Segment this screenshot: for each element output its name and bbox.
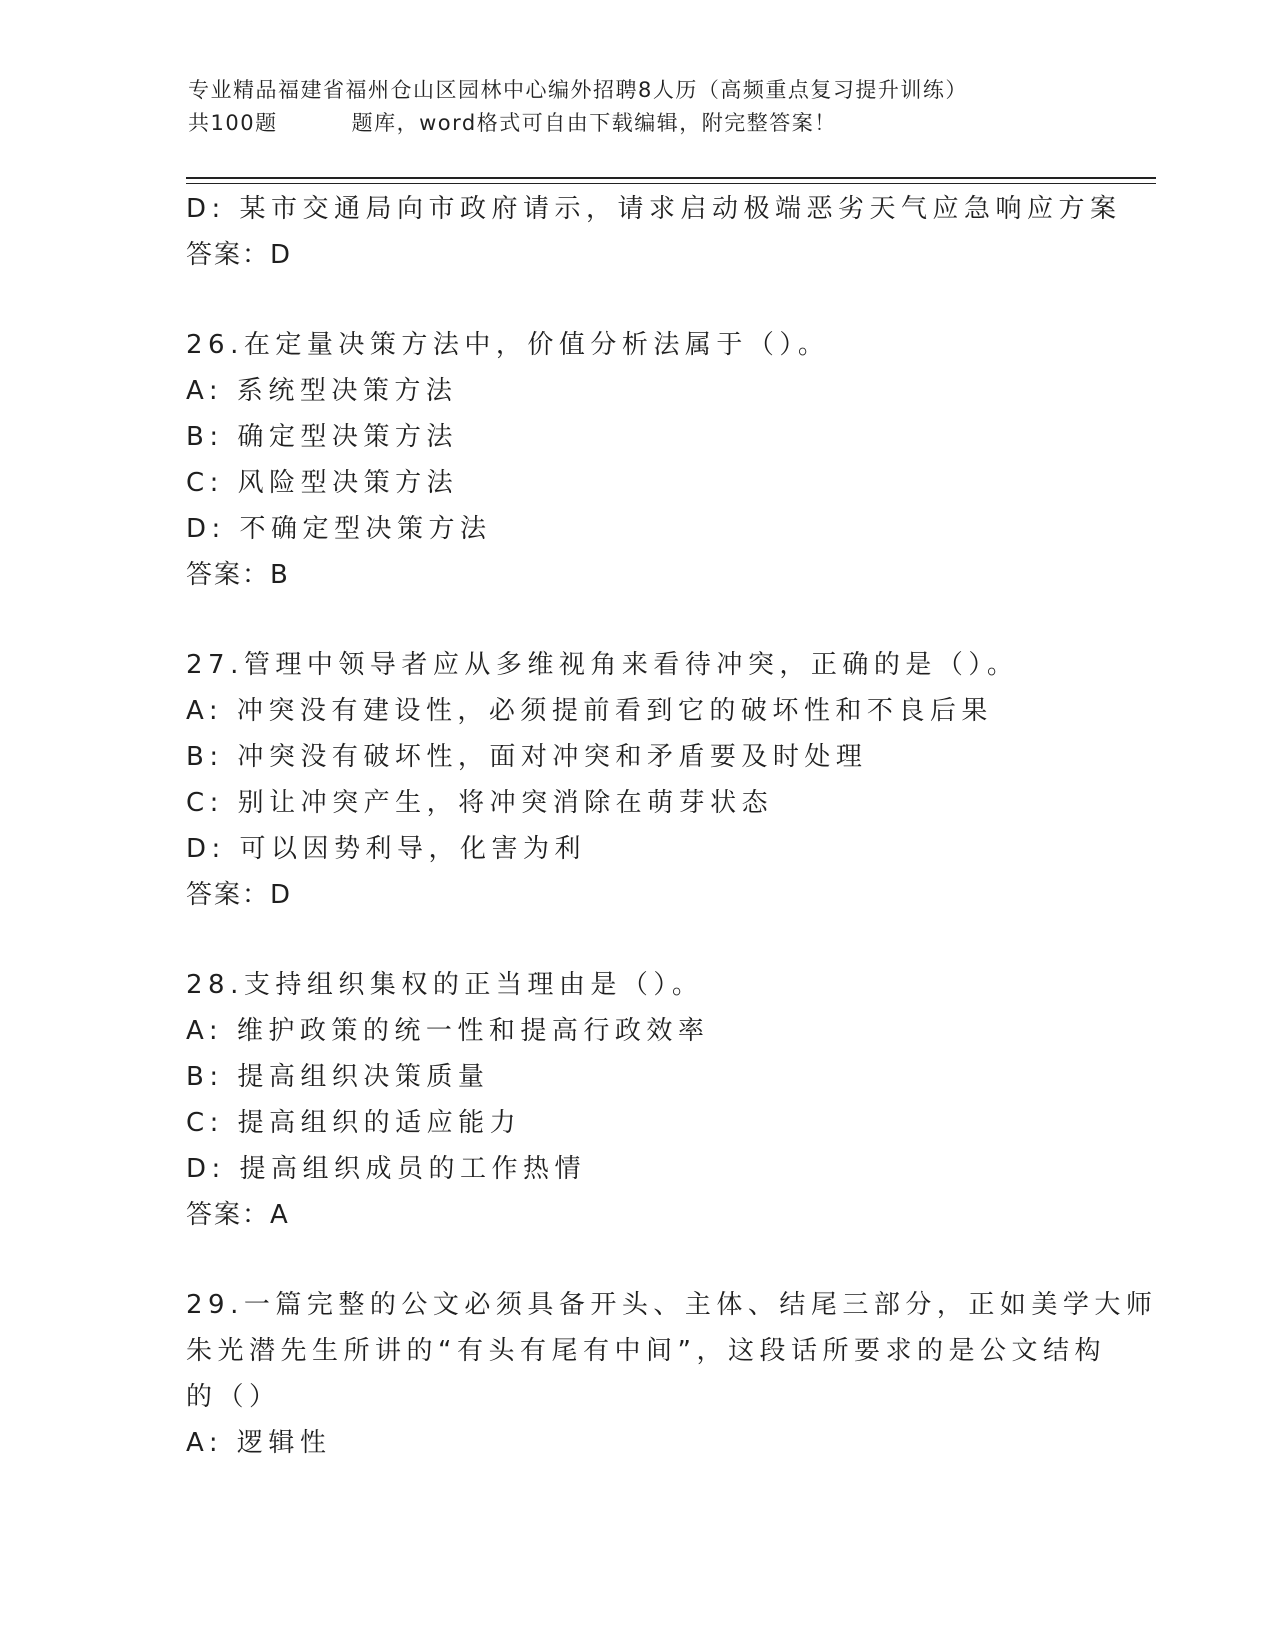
question-29-text-line3: 的（） <box>186 1382 281 1412</box>
prev-answer: 答案：D <box>186 240 293 270</box>
question-26-text: 26.在定量决策方法中，价值分析法属于（）。 <box>186 330 830 360</box>
header-divider-thin <box>186 183 1156 184</box>
question-26-answer: 答案：B <box>186 560 290 590</box>
header-divider-thick <box>186 177 1156 179</box>
question-28-answer: 答案：A <box>186 1200 290 1230</box>
question-28-option-d: D: 提高组织成员的工作热情 <box>186 1154 587 1184</box>
question-29-text-line2: 朱光潜先生所讲的“有头有尾有中间”，这段话所要求的是公文结构 <box>186 1336 1106 1366</box>
question-29-option-a: A: 逻辑性 <box>186 1428 332 1458</box>
header-question-count: 共100题 <box>188 111 278 135</box>
document-header <box>188 74 1088 140</box>
question-27-option-a: A: 冲突没有建设性，必须提前看到它的破坏性和不良后果 <box>186 696 993 726</box>
question-26-option-c: C: 风险型决策方法 <box>186 468 459 498</box>
question-26-option-b: B: 确定型决策方法 <box>186 422 458 452</box>
header-description: 题库，word格式可自由下载编辑，附完整答案！ <box>351 111 837 135</box>
question-28-option-c: C: 提高组织的适应能力 <box>186 1108 522 1138</box>
question-29-text-line1: 29.一篇完整的公文必须具备开头、主体、结尾三部分，正如美学大师 <box>186 1290 1158 1320</box>
header-subtitle <box>188 107 1088 140</box>
header-title: 专业精品福建省福州仓山区园林中心编外招聘8人历（高频重点复习提升训练） <box>188 78 968 102</box>
question-26-option-a: A: 系统型决策方法 <box>186 376 458 406</box>
question-26-option-d: D: 不确定型决策方法 <box>186 514 492 544</box>
question-28-text: 28.支持组织集权的正当理由是（）。 <box>186 970 704 1000</box>
question-content <box>186 186 1158 1466</box>
prev-option-d: D: 某市交通局向市政府请示，请求启动极端恶劣天气应急响应方案 <box>186 194 1122 224</box>
question-27-option-c: C: 别让冲突产生，将冲突消除在萌芽状态 <box>186 788 774 818</box>
question-27-option-b: B: 冲突没有破坏性，面对冲突和矛盾要及时处理 <box>186 742 868 772</box>
question-28-option-b: B: 提高组织决策质量 <box>186 1062 490 1092</box>
question-28-option-a: A: 维护政策的统一性和提高行政效率 <box>186 1016 710 1046</box>
question-27-option-d: D: 可以因势利导，化害为利 <box>186 834 587 864</box>
question-27-answer: 答案：D <box>186 880 293 910</box>
question-27-text: 27.管理中领导者应从多维视角来看待冲突，正确的是（）。 <box>186 650 1019 680</box>
